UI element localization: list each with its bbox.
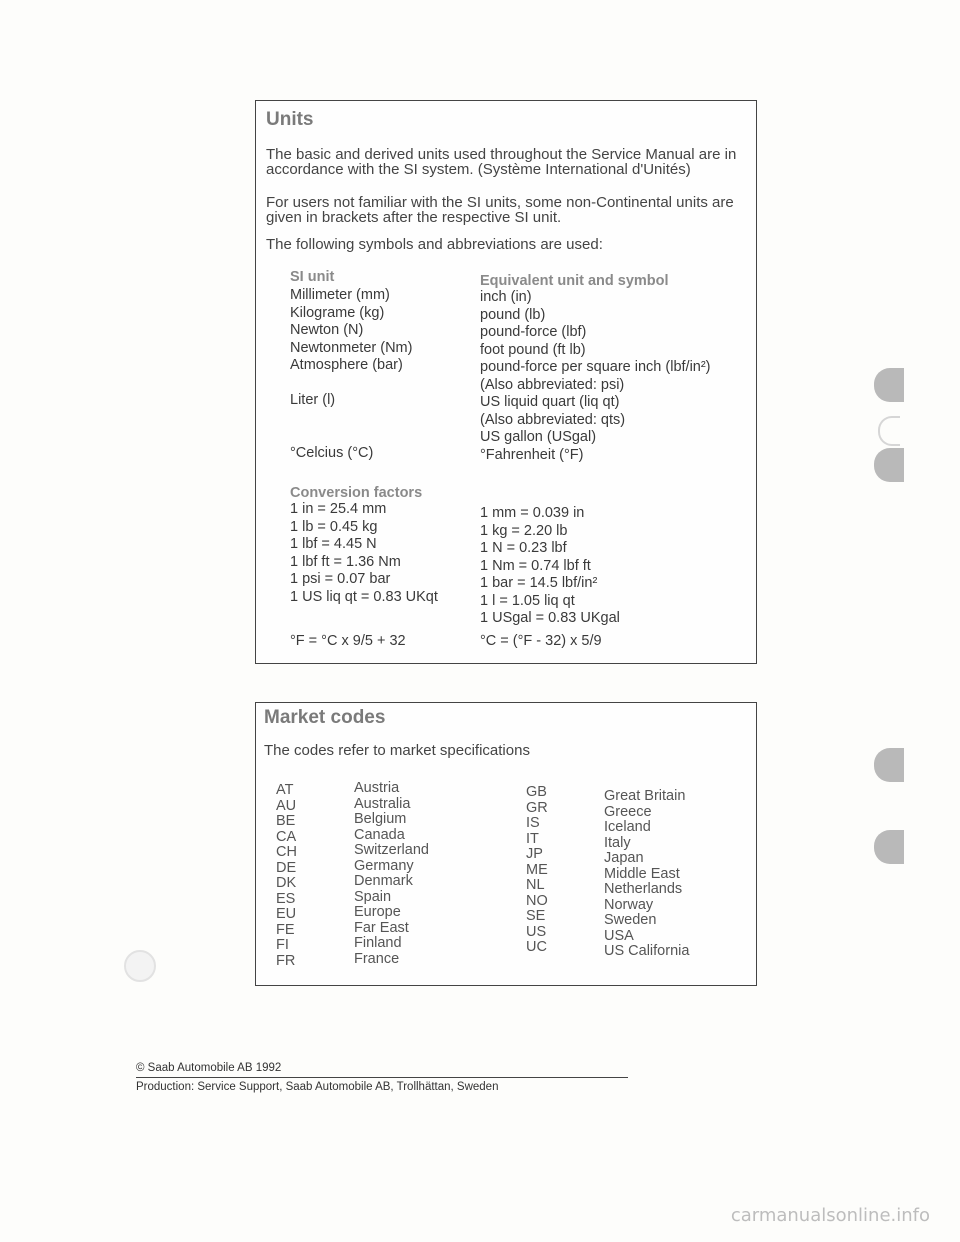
binder-tab-mark: [874, 448, 904, 482]
conversion-factor-item: 1 lb = 0.45 kg: [290, 518, 378, 535]
equivalent-unit-item: inch (in): [480, 289, 532, 305]
market-code: AU: [276, 797, 297, 814]
copyright-notice: © Saab Automobile AB 1992: [136, 1062, 628, 1078]
market-code: UC: [526, 939, 547, 955]
units-title: Units: [266, 109, 314, 130]
market-code: NO: [526, 892, 548, 909]
market-code: IT: [526, 830, 539, 847]
market-code: BE: [276, 813, 296, 829]
market-code: AT: [276, 782, 294, 798]
equivalent-unit-header: Equivalent unit and symbol: [480, 273, 669, 289]
market-name: Japan: [604, 850, 644, 866]
market-name: Sweden: [604, 912, 657, 928]
si-unit-item: Millimeter (mm): [290, 287, 390, 303]
equivalent-unit-item: foot pound (ft lb): [480, 341, 586, 358]
market-name: Denmark: [354, 873, 413, 889]
market-name: Canada: [354, 826, 405, 843]
scan-speck: [124, 950, 156, 982]
market-code: ES: [276, 890, 296, 907]
equivalent-unit-list: [480, 289, 711, 464]
binder-tab-mark: [874, 748, 904, 782]
market-code: DK: [276, 875, 297, 891]
market-code: CH: [276, 844, 297, 860]
si-unit-header: SI unit: [290, 269, 335, 285]
market-code: CA: [276, 828, 297, 845]
units-paragraph-1-line-1: The basic and derived units used throughout the Service Manual are in: [266, 146, 737, 163]
equivalent-unit-item: pound-force (lbf): [480, 324, 587, 340]
market-name: Norway: [604, 896, 654, 913]
units-paragraph-3: The following symbols and abbreviations are used:: [266, 236, 603, 253]
si-unit-list: [290, 287, 412, 462]
market-name: France: [354, 950, 400, 967]
si-unit-item: [290, 410, 412, 428]
equivalent-unit-item: (Also abbreviated: psi): [480, 376, 625, 393]
market-name: Finland: [354, 935, 402, 951]
market-code: JP: [526, 846, 543, 862]
market-code: FR: [276, 952, 296, 969]
market-name: Middle East: [604, 865, 680, 882]
si-unit-item: °Celcius (°C): [290, 444, 374, 461]
market-name: Far East: [354, 919, 409, 936]
conversion-factor-item: 1 USgal = 0.83 UKgal: [480, 610, 620, 626]
watermark: carmanualsonline.info: [730, 1205, 930, 1226]
conversion-list-left: [290, 501, 438, 606]
market-code: GR: [526, 799, 548, 816]
conversion-factor-item: 1 lbf = 4.45 N: [290, 536, 377, 552]
fahrenheit-formula: °F = °C x 9/5 + 32: [290, 633, 406, 649]
market-code: FI: [276, 937, 289, 953]
conversion-factor-item: 1 mm = 0.039 in: [480, 505, 585, 521]
market-name: Austria: [354, 780, 400, 796]
market-name: Belgium: [354, 811, 407, 827]
si-unit-item: Kilograme (kg): [290, 304, 385, 321]
si-unit-item: Liter (l): [290, 392, 336, 408]
si-unit-item: Newton (N): [290, 322, 364, 338]
market-name: US California: [604, 943, 690, 959]
units-section: [255, 100, 757, 664]
conversion-factor-item: 1 US liq qt = 0.83 UKqt: [290, 588, 438, 605]
market-code: GB: [526, 784, 547, 800]
binder-tab-ring: [878, 416, 900, 446]
market-name: Europe: [354, 904, 401, 920]
celsius-formula: °C = (°F - 32) x 5/9: [480, 633, 602, 649]
market-code: US: [526, 923, 547, 940]
market-name: Greece: [604, 803, 652, 820]
equivalent-unit-item: US liquid quart (liq qt): [480, 394, 620, 410]
units-paragraph-1-line-2: accordance with the SI system. (Système International d'Unités): [266, 161, 691, 178]
market-name: Iceland: [604, 819, 651, 835]
market-code: ME: [526, 861, 548, 878]
market-code: NL: [526, 877, 545, 893]
equivalent-unit-item: pound-force per square inch (lbf/in²): [480, 359, 711, 375]
binder-tab-mark: [874, 368, 904, 402]
market-codes-left: [276, 783, 297, 969]
market-codes-title: Market codes: [264, 707, 386, 728]
si-unit-item: Newtonmeter (Nm): [290, 339, 413, 356]
market-name: Italy: [604, 834, 631, 851]
equivalent-unit-item: US gallon (USgal): [480, 429, 597, 445]
market-name: Australia: [354, 795, 411, 812]
market-name: Switzerland: [354, 842, 429, 858]
conversion-factor-item: 1 psi = 0.07 bar: [290, 571, 391, 587]
conversion-factor-item: 1 kg = 2.20 lb: [480, 522, 568, 539]
market-codes-section: [255, 702, 757, 986]
market-codes-intro: The codes refer to market specifications: [264, 742, 530, 759]
units-paragraph-2-line-1: For users not familiar with the SI units, some non-Continental units are: [266, 194, 734, 211]
conversion-factor-item: 1 bar = 14.5 lbf/in²: [480, 575, 598, 591]
conversion-factor-item: 1 l = 1.05 liq qt: [480, 592, 575, 609]
market-names-right: [604, 789, 689, 960]
equivalent-unit-item: (Also abbreviated: qts): [480, 411, 626, 428]
conversion-factor-item: 1 N = 0.23 lbf: [480, 540, 567, 556]
equivalent-unit-item: °Fahrenheit (°F): [480, 446, 584, 463]
market-name: USA: [604, 927, 634, 944]
market-codes-right: [526, 785, 548, 956]
si-unit-item: [290, 427, 412, 445]
conversion-factor-item: 1 in = 25.4 mm: [290, 501, 387, 517]
conversion-factors-header: Conversion factors: [290, 485, 423, 501]
market-code: EU: [276, 906, 297, 922]
conversion-factor-item: 1 lbf ft = 1.36 Nm: [290, 553, 401, 570]
market-code: FE: [276, 921, 295, 938]
units-paragraph-1: [266, 147, 756, 177]
market-names-left: [354, 781, 429, 967]
market-code: DE: [276, 859, 297, 876]
page-footer: [136, 1062, 628, 1093]
production-credit: Production: Service Support, Saab Automobile AB, Trollhättan, Sweden: [136, 1081, 499, 1093]
market-code: SE: [526, 908, 546, 924]
market-code: IS: [526, 815, 540, 831]
market-name: Great Britain: [604, 788, 686, 804]
units-paragraph-2: [266, 195, 756, 225]
market-name: Spain: [354, 888, 392, 905]
conversion-list-right: [480, 505, 620, 628]
conversion-factor-item: 1 Nm = 0.74 lbf ft: [480, 557, 591, 574]
market-name: Germany: [354, 857, 414, 874]
si-unit-item: [290, 375, 412, 393]
units-paragraph-2-line-2: given in brackets after the respective SI unit.: [266, 209, 562, 226]
market-name: Netherlands: [604, 881, 683, 897]
equivalent-unit-item: pound (lb): [480, 306, 546, 323]
binder-tab-mark: [874, 830, 904, 864]
si-unit-item: Atmosphere (bar): [290, 357, 403, 373]
